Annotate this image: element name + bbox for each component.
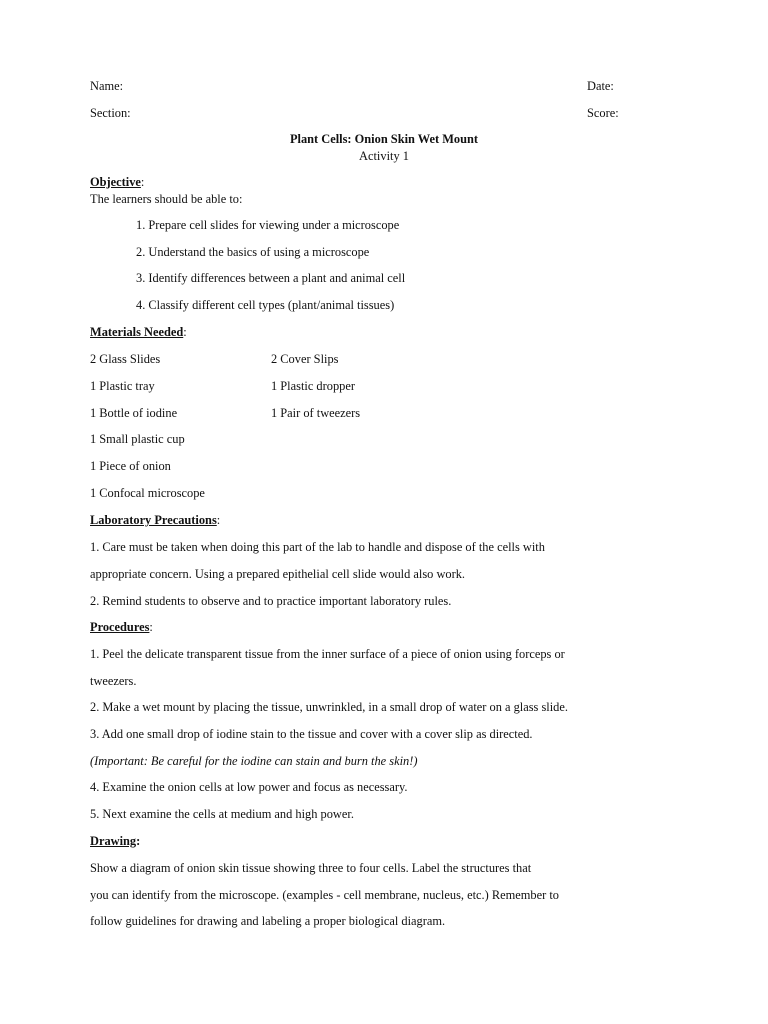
material-item: 1 Bottle of iodine: [90, 406, 178, 420]
document-subtitle: Activity 1: [359, 149, 409, 163]
section-label: Section:: [90, 106, 131, 120]
drawing-line: follow guidelines for drawing and labeling a proper biological diagram.: [90, 914, 446, 928]
procedure-line: 3. Add one small drop of iodine stain to the tissue and cover with a cover slip as directed.: [90, 727, 533, 741]
procedures-heading: [90, 619, 153, 635]
precautions-heading-text: Laboratory Precautions: [90, 513, 217, 527]
precaution-line: appropriate concern. Using a prepared epithelial cell slide would also work.: [90, 567, 466, 581]
objective-item: 4. Classify different cell types (plant/animal tissues): [136, 298, 395, 312]
material-item: 1 Confocal microscope: [90, 486, 205, 500]
materials-heading: [90, 324, 187, 340]
procedure-line: 2. Make a wet mount by placing the tissue, unwrinkled, in a small drop of water on a glass slide.: [90, 700, 568, 714]
procedures-heading-text: Procedures: [90, 620, 150, 634]
material-item: 2 Cover Slips: [271, 352, 339, 366]
objective-heading-text: Objective: [90, 175, 141, 189]
procedure-line: tweezers.: [90, 674, 137, 688]
material-item: 1 Pair of tweezers: [271, 406, 361, 420]
drawing-line: you can identify from the microscope. (examples - cell membrane, nucleus, etc.) Remember to: [90, 888, 559, 902]
drawing-line: Show a diagram of onion skin tissue showing three to four cells. Label the structures that: [90, 861, 532, 875]
materials-heading-colon: :: [183, 325, 187, 339]
procedures-heading-colon: :: [149, 620, 153, 634]
drawing-heading-colon: :: [136, 834, 141, 848]
drawing-heading: [90, 833, 140, 849]
precaution-line: 2. Remind students to observe and to practice important laboratory rules.: [90, 594, 452, 608]
material-item: 1 Small plastic cup: [90, 432, 185, 446]
material-item: 1 Plastic tray: [90, 379, 155, 393]
objective-item: 1. Prepare cell slides for viewing under a microscope: [136, 218, 400, 232]
precaution-line: 1. Care must be taken when doing this part of the lab to handle and dispose of the cells with: [90, 540, 545, 554]
objective-item: 3. Identify differences between a plant and animal cell: [136, 271, 406, 285]
objective-item: 2. Understand the basics of using a microscope: [136, 245, 370, 259]
material-item: 1 Piece of onion: [90, 459, 171, 473]
objective-heading-colon: :: [140, 175, 145, 189]
drawing-heading-text: Drawing: [90, 834, 137, 848]
date-label: Date:: [587, 79, 614, 93]
procedure-line: 5. Next examine the cells at medium and high power.: [90, 807, 354, 821]
materials-heading-text: Materials Needed: [90, 325, 184, 339]
name-label: Name:: [90, 79, 124, 93]
score-label: Score:: [587, 106, 619, 120]
material-item: 2 Glass Slides: [90, 352, 161, 366]
objective-intro: The learners should be able to:: [90, 192, 243, 206]
procedure-line: 4. Examine the onion cells at low power and focus as necessary.: [90, 780, 408, 794]
document-title: Plant Cells: Onion Skin Wet Mount: [289, 132, 479, 146]
material-item: 1 Plastic dropper: [271, 379, 355, 393]
precautions-heading-colon: :: [216, 513, 221, 527]
procedure-line: 1. Peel the delicate transparent tissue from the inner surface of a piece of onion using forceps or: [90, 647, 565, 661]
precautions-heading: [90, 512, 220, 528]
objective-heading: [90, 174, 144, 190]
procedure-warning: (Important: Be careful for the iodine can stain and burn the skin!): [90, 754, 418, 768]
